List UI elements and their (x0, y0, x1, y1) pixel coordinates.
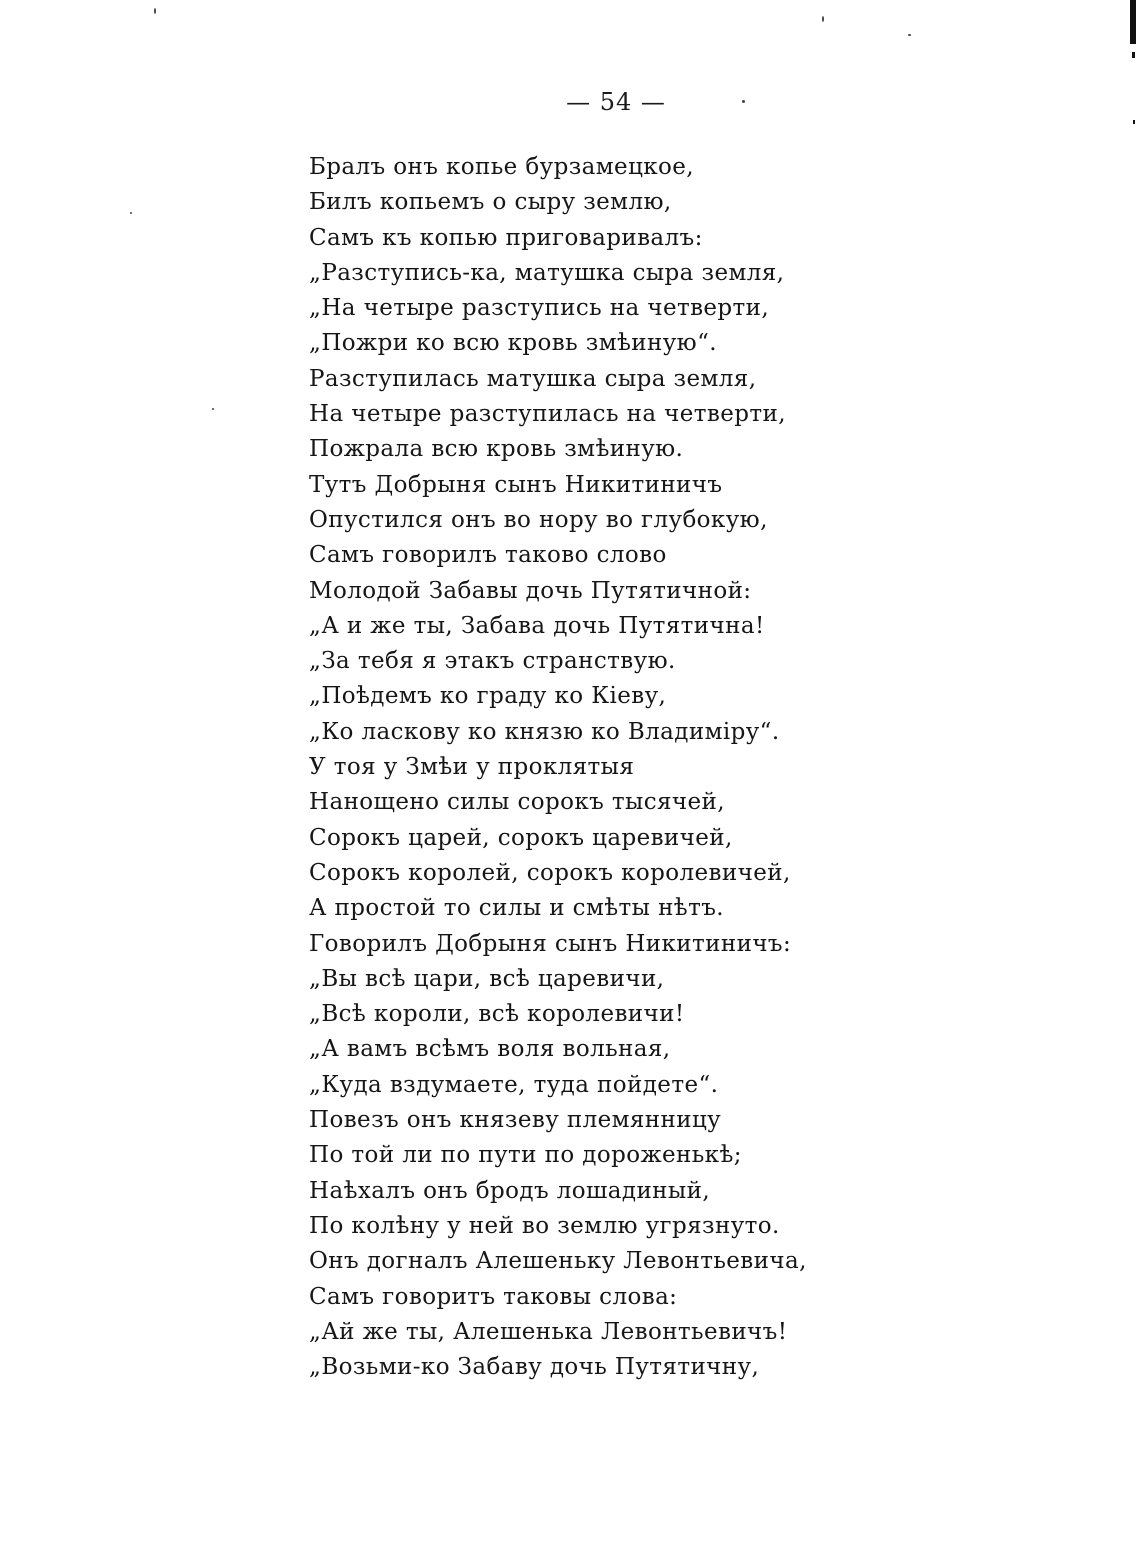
scan-speck (822, 16, 824, 22)
verse-line: „Ко ласкову ко князю ко Владиміру“. (309, 718, 780, 745)
verse-line: Самъ говоритъ таковы слова: (309, 1283, 678, 1310)
verse-line: „Всѣ короли, всѣ королевичи! (309, 1001, 685, 1028)
verse-line: „Вы всѣ цари, всѣ царевичи, (309, 965, 665, 992)
verse-line: „За тебя я этакъ странствую. (309, 648, 676, 675)
verse-line: „Пожри ко всю кровь змѣиную“. (309, 330, 717, 357)
verse-line: По той ли по пути по дороженькѣ; (309, 1142, 742, 1169)
verse-line: „Возьми-ко Забаву дочь Путятичну, (309, 1354, 760, 1381)
scan-speck (908, 34, 911, 36)
verse-line: Говорилъ Добрыня сынъ Никитиничъ: (309, 930, 792, 957)
verse-line: Сорокъ царей, сорокъ царевичей, (309, 824, 733, 851)
scan-speck (212, 408, 214, 410)
verse-line: Молодой Забавы дочь Путятичной: (309, 577, 752, 604)
verse-line: На четыре разступилась на четверти, (309, 401, 786, 428)
verse-line: „А и же ты, Забава дочь Путятична! (309, 612, 765, 639)
verse-line: Наѣхалъ онъ бродъ лошадиный, (309, 1177, 711, 1204)
page-number: — 54 — (566, 88, 666, 116)
verse-line: Повезъ онъ князеву племянницу (309, 1107, 722, 1134)
verse-line: Самъ говорилъ таково слово (309, 542, 667, 569)
verse-line: „А вамъ всѣмъ воля вольная, (309, 1036, 671, 1063)
verse-line: Пожрала всю кровь змѣиную. (309, 436, 684, 463)
verse-line: „Поѣдемъ ко граду ко Кіеву, (309, 683, 667, 710)
scan-speck (154, 8, 156, 14)
verse-line: У тоя у Змѣи у проклятыя (309, 754, 635, 781)
verse-line: Тутъ Добрыня сынъ Никитиничъ (309, 471, 723, 498)
verse-text (309, 150, 807, 1385)
verse-line: Сорокъ королей, сорокъ королевичей, (309, 859, 791, 886)
verse-line: Бралъ онъ копье бурзамецкое, (309, 154, 695, 180)
verse-line: Опустился онъ во нору во глубокую, (309, 506, 768, 533)
verse-line: Самъ къ копью приговаривалъ: (309, 224, 703, 251)
verse-line: Онъ догналъ Алешеньку Левонтьевича, (309, 1248, 807, 1275)
scan-binding-edge (1118, 0, 1140, 1548)
verse-line: Билъ копьемъ о сыру землю, (309, 189, 672, 216)
scan-speck (742, 100, 745, 103)
verse-line: „На четыре разступись на четверти, (309, 295, 770, 322)
verse-line: „Ай же ты, Алешенька Левонтьевичъ! (309, 1318, 788, 1345)
scan-speck (130, 212, 132, 214)
verse-line: Нанощено силы сорокъ тысячей, (309, 789, 725, 816)
verse-line: „Куда вздумаете, туда пойдете“. (309, 1071, 719, 1098)
verse-line: По колѣну у ней во землю угрязнуто. (309, 1212, 780, 1239)
verse-line: Разступилась матушка сыра земля, (309, 365, 757, 392)
verse-line: „Разступись-ка, матушка сыра земля, (309, 259, 785, 286)
verse-line: А простой то силы и смѣты нѣтъ. (309, 895, 724, 922)
